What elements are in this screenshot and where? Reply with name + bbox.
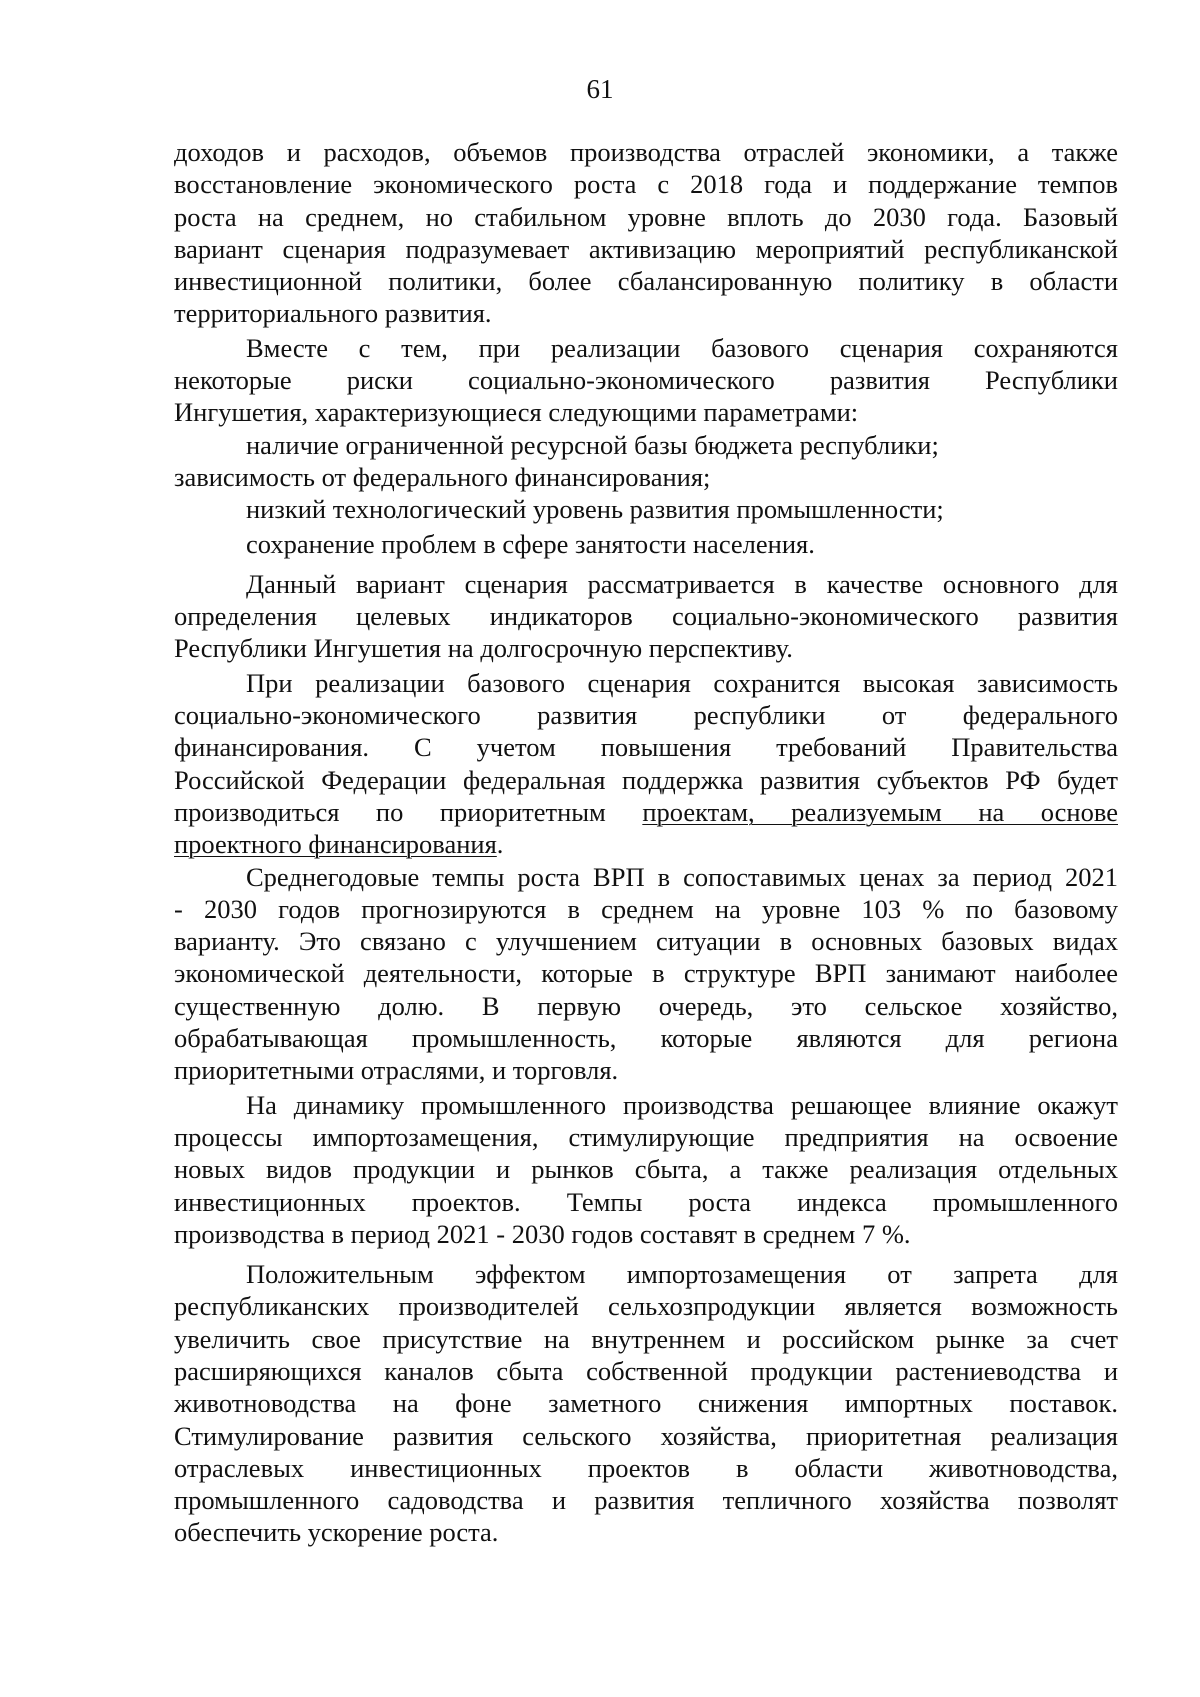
text-line: существенную долю. В первую очередь, это сельское хозяйство, <box>174 990 1118 1021</box>
text-line: Вместе с тем, при реализации базового сценария сохраняются <box>246 332 1118 363</box>
text-line: отраслевых инвестиционных проектов в области животноводства, <box>174 1452 1118 1483</box>
text-line: Ингушетия, характеризующиеся следующими параметрами: <box>174 397 859 428</box>
text-line: сохранение проблем в сфере занятости населения. <box>246 528 815 559</box>
underlined-text: проектного финансирования <box>174 829 497 860</box>
text-line: промышленного садоводства и развития тепличного хозяйства позволят <box>174 1485 1118 1516</box>
text-line: Республики Ингушетия на долгосрочную перспективу. <box>174 633 793 664</box>
text-line: социально-экономического развития республики от федерального <box>174 700 1118 731</box>
document-body <box>174 136 1118 1549</box>
text-line: новых видов продукции и рынков сбыта, а также реализация отдельных <box>174 1154 1118 1185</box>
text-line: расширяющихся каналов сбыта собственной продукции растениеводства и <box>174 1355 1118 1386</box>
text-line: доходов и расходов, объемов производства отраслей экономики, а также <box>174 137 1118 167</box>
text-line: увеличить свое присутствие на внутреннем и российском рынке за счет <box>174 1323 1118 1354</box>
text-line: Положительным эффектом импортозамещения от запрета для <box>246 1259 1118 1290</box>
underlined-text: проектам, реализуемым на основе <box>642 796 1118 827</box>
text-line: территориального развития. <box>174 298 492 329</box>
text-line: обрабатывающая промышленность, которые являются для региона <box>174 1023 1118 1054</box>
text-line: приоритетными отраслями, и торговля. <box>174 1055 619 1086</box>
text-line: инвестиционной политики, более сбалансированную политику в области <box>174 266 1118 297</box>
text-line: При реализации базового сценария сохранится высокая зависимость <box>246 667 1118 698</box>
text-line: - 2030 годов прогнозируются в среднем на уровне 103 % по базовому <box>174 893 1118 924</box>
line-text: производиться по приоритетным <box>174 796 643 827</box>
text-line: некоторые риски социально-экономического развития Республики <box>174 365 1118 396</box>
text-line: процессы импортозамещения, стимулирующие предприятия на освоение <box>174 1121 1118 1152</box>
text-line: Российской Федерации федеральная поддержка развития субъектов РФ будет <box>174 764 1118 795</box>
text-line: финансирования. С учетом повышения требований Правительства <box>174 732 1118 763</box>
text-line: экономической деятельности, которые в структуре ВРП занимают наиболее <box>174 958 1118 989</box>
text-line: наличие ограниченной ресурсной базы бюджета республики; <box>246 429 939 460</box>
page-number: 61 <box>586 74 614 104</box>
text-line: На динамику промышленного производства решающее влияние окажут <box>246 1089 1118 1120</box>
text-line: Стимулирование развития сельского хозяйства, приоритетная реализация <box>174 1420 1118 1451</box>
line-text: . <box>496 829 504 860</box>
text-line: производства в период 2021 - 2030 годов составят в среднем 7 %. <box>174 1218 911 1249</box>
text-line: низкий технологический уровень развития промышленности; <box>246 494 944 525</box>
text-line: восстановление экономического роста с 2018 года и поддержание темпов <box>174 169 1118 200</box>
text-line: вариант сценария подразумевает активизацию мероприятий республиканской <box>174 233 1118 264</box>
text-line: республиканских производителей сельхозпродукции является возможность <box>174 1291 1118 1322</box>
text-line: инвестиционных проектов. Темпы роста индекса промышленного <box>174 1186 1118 1217</box>
text-line: животноводства на фоне заметного снижения импортных поставок. <box>174 1388 1118 1419</box>
text-line: Данный вариант сценария рассматривается в качестве основного для <box>246 568 1118 599</box>
text-line: роста на среднем, но стабильном уровне вплоть до 2030 года. Базовый <box>174 201 1118 232</box>
text-line: зависимость от федерального финансирования; <box>174 461 711 492</box>
text-line: Среднегодовые темпы роста ВРП в сопоставимых ценах за период 2021 <box>246 861 1118 892</box>
text-line: варианту. Это связано с улучшением ситуации в основных базовых видах <box>174 926 1118 957</box>
text-line: обеспечить ускорение роста. <box>174 1517 499 1548</box>
text-line <box>174 828 1118 860</box>
text-line <box>174 796 1118 828</box>
text-line: определения целевых индикаторов социально-экономического развития <box>174 601 1118 632</box>
